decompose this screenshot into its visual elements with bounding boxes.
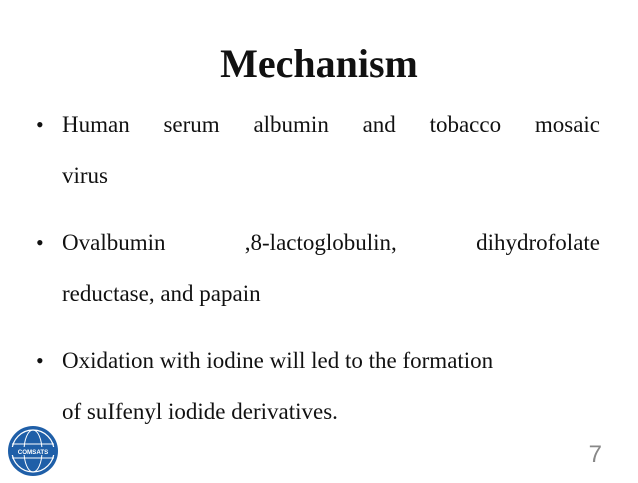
- bullet-item: [34, 217, 600, 319]
- bullet-dot-icon: •: [36, 112, 44, 137]
- bullet-line: of suIfenyl iodide derivatives.: [62, 399, 338, 424]
- slide-title: Mechanism: [220, 41, 418, 86]
- bullet-line: Ovalbumin ,8-lactoglobulin, dihydrofolate: [62, 230, 600, 255]
- page-number: 7: [588, 441, 602, 468]
- bullet-item: [34, 335, 600, 437]
- bullet-dot-icon: •: [36, 230, 44, 255]
- bullet-line: Human serum albumin and tobacco mosaic: [62, 112, 600, 137]
- comsats-logo-icon: [6, 424, 60, 478]
- logo-text: COMSATS: [17, 448, 49, 456]
- bullet-line: virus: [62, 163, 108, 188]
- bullet-dot-icon: •: [36, 348, 44, 373]
- bullet-line: reductase, and papain: [62, 281, 261, 306]
- bullet-item: [34, 99, 600, 201]
- bullet-line: Oxidation with iodine will led to the formation: [62, 348, 494, 373]
- bullet-list: [34, 99, 600, 437]
